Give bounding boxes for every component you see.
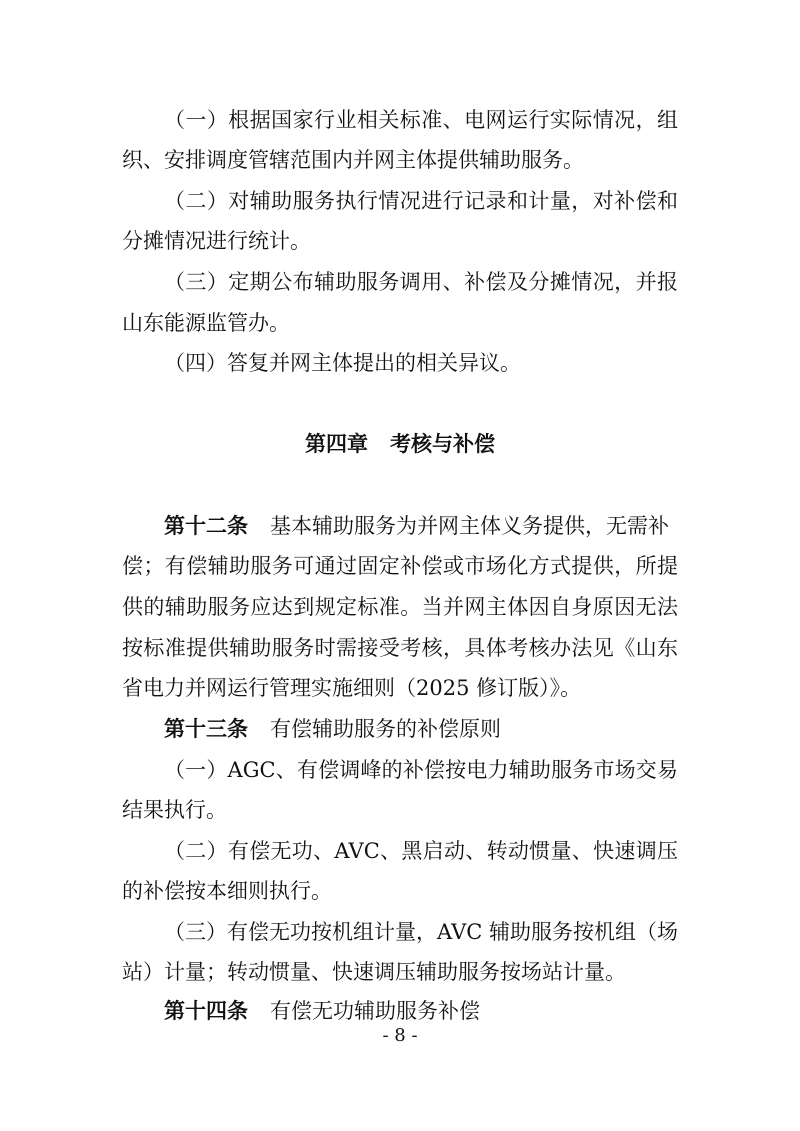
paragraph-line: （四）答复并网主体提出的相关异议。 (164, 351, 521, 375)
chapter-number: 第四章 (305, 432, 368, 456)
article-line (164, 512, 678, 540)
page-number: - 8 - (382, 1025, 418, 1046)
article-text: 基本辅助服务为并网主体义务提供，无需补 (270, 514, 669, 538)
paragraph-line: 山东能源监管办。 (122, 311, 290, 335)
article-text: 有偿无功辅助服务补偿 (270, 999, 480, 1023)
paragraph-line: 按标准提供辅助服务时需接受考核，具体考核办法见《山东 (122, 636, 678, 660)
paragraph-line: （一）根据国家行业相关标准、电网运行实际情况，组 (164, 108, 678, 132)
paragraph-line: 的补偿按本细则执行。 (122, 879, 332, 903)
paragraph-line: （一）AGC、有偿调峰的补偿按电力辅助服务市场交易 (164, 758, 678, 782)
chapter-title: 考核与补偿 (390, 432, 495, 456)
paragraph-line: 省电力并网运行管理实施细则（2025 修订版）》。 (122, 676, 582, 700)
chapter-heading (0, 430, 800, 458)
article-line (164, 715, 678, 743)
paragraph-line: 织、安排调度管辖范围内并网主体提供辅助服务。 (122, 148, 584, 172)
article-text: 有偿辅助服务的补偿原则 (270, 717, 501, 741)
paragraph-line: 站）计量；转动惯量、快速调压辅助服务按场站计量。 (122, 960, 626, 984)
paragraph-line: （三）有偿无功按机组计量，AVC 辅助服务按机组（场 (164, 920, 678, 944)
paragraph-line: 分摊情况进行统计。 (122, 229, 311, 253)
article-number: 第十四条 (164, 999, 248, 1023)
paragraph-line: （二）对辅助服务执行情况进行记录和计量，对补偿和 (164, 189, 678, 213)
article-number: 第十三条 (164, 717, 248, 741)
article-line (164, 997, 678, 1025)
paragraph-line: （三）定期公布辅助服务调用、补偿及分摊情况，并报 (164, 270, 678, 294)
paragraph-line: 结果执行。 (122, 798, 227, 822)
paragraph-line: （二）有偿无功、AVC、黑启动、转动惯量、快速调压 (164, 839, 678, 863)
article-number: 第十二条 (164, 514, 248, 538)
paragraph-line: 供的辅助服务应达到规定标准。当并网主体因自身原因无法 (122, 595, 678, 619)
paragraph-line: 偿；有偿辅助服务可通过固定补偿或市场化方式提供，所提 (122, 554, 678, 578)
